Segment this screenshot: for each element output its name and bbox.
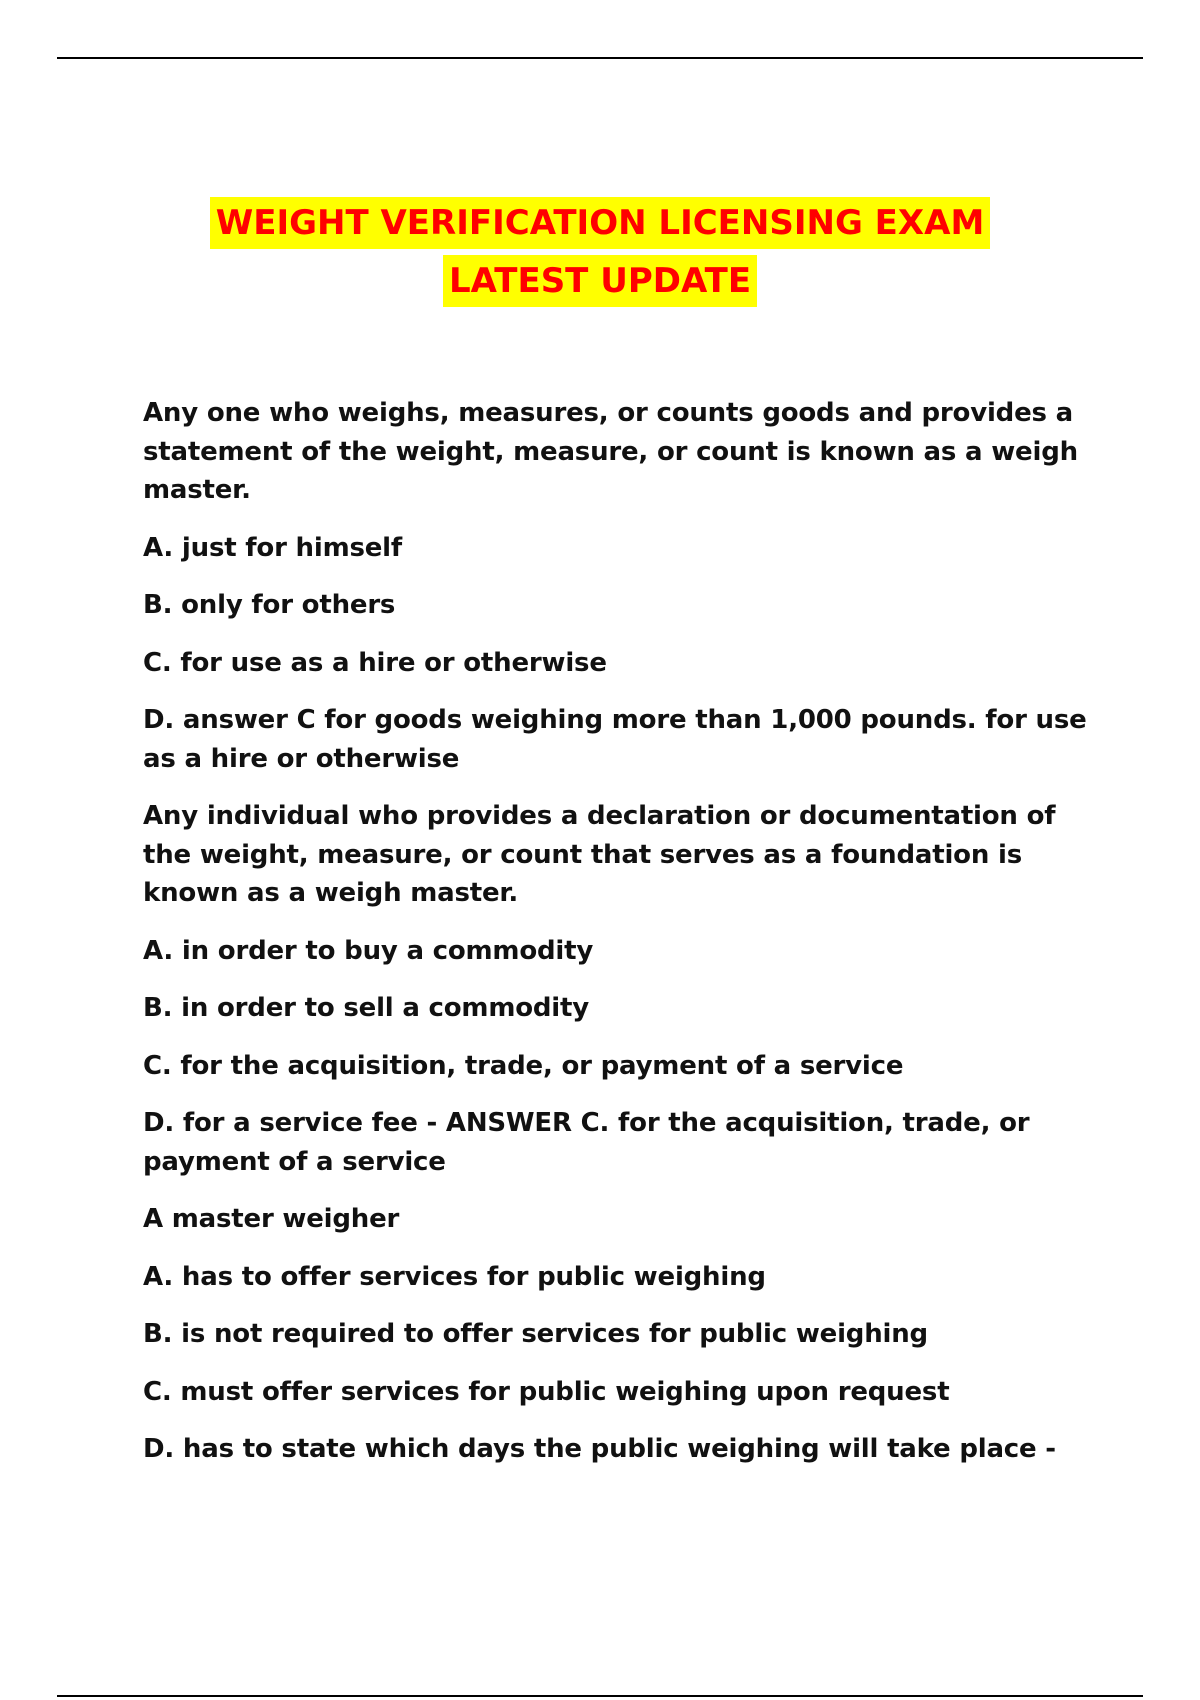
question-1-option-d: D. answer C for goods weighing more than 1,000 pounds. for use as a hire or otherwise	[143, 705, 1087, 774]
question-3: A master weigher	[143, 1204, 400, 1234]
question-2-option-c: C. for the acquisition, trade, or payment of a service	[143, 1050, 904, 1081]
question-2: Any individual who provides a declaration or documentation of the weight, measure, or count that serves as a foundation is known as a weigh master.	[143, 801, 1056, 908]
question-2-option-b: B. in order to sell a commodity	[143, 993, 589, 1023]
bottom-rule	[57, 1695, 1143, 1697]
title-line-2: LATEST UPDATE	[443, 255, 757, 307]
question-1-option-c: C. for use as a hire or otherwise	[143, 647, 607, 678]
question-3-option-c: C. must offer services for public weighing upon request	[143, 1376, 950, 1407]
question-2-option-d: D. for a service fee - ANSWER C. for the acquisition, trade, or payment of a service	[143, 1108, 1030, 1177]
question-1-option-a: A. just for himself	[143, 532, 403, 563]
document-body	[143, 394, 1103, 1488]
question-1: Any one who weighs, measures, or counts goods and provides a statement of the weight, measure, or count is known as a weigh master.	[143, 398, 1078, 505]
document-title	[0, 197, 1200, 313]
title-line-1: WEIGHT VERIFICATION LICENSING EXAM	[210, 197, 991, 249]
question-3-option-b: B. is not required to offer services for public weighing	[143, 1319, 928, 1349]
top-rule	[57, 57, 1143, 59]
question-3-option-a: A. has to offer services for public weighing	[143, 1261, 766, 1292]
question-1-option-b: B. only for others	[143, 590, 396, 620]
question-2-option-a: A. in order to buy a commodity	[143, 935, 594, 966]
question-3-option-d: D. has to state which days the public weighing will take place -	[143, 1434, 1056, 1464]
